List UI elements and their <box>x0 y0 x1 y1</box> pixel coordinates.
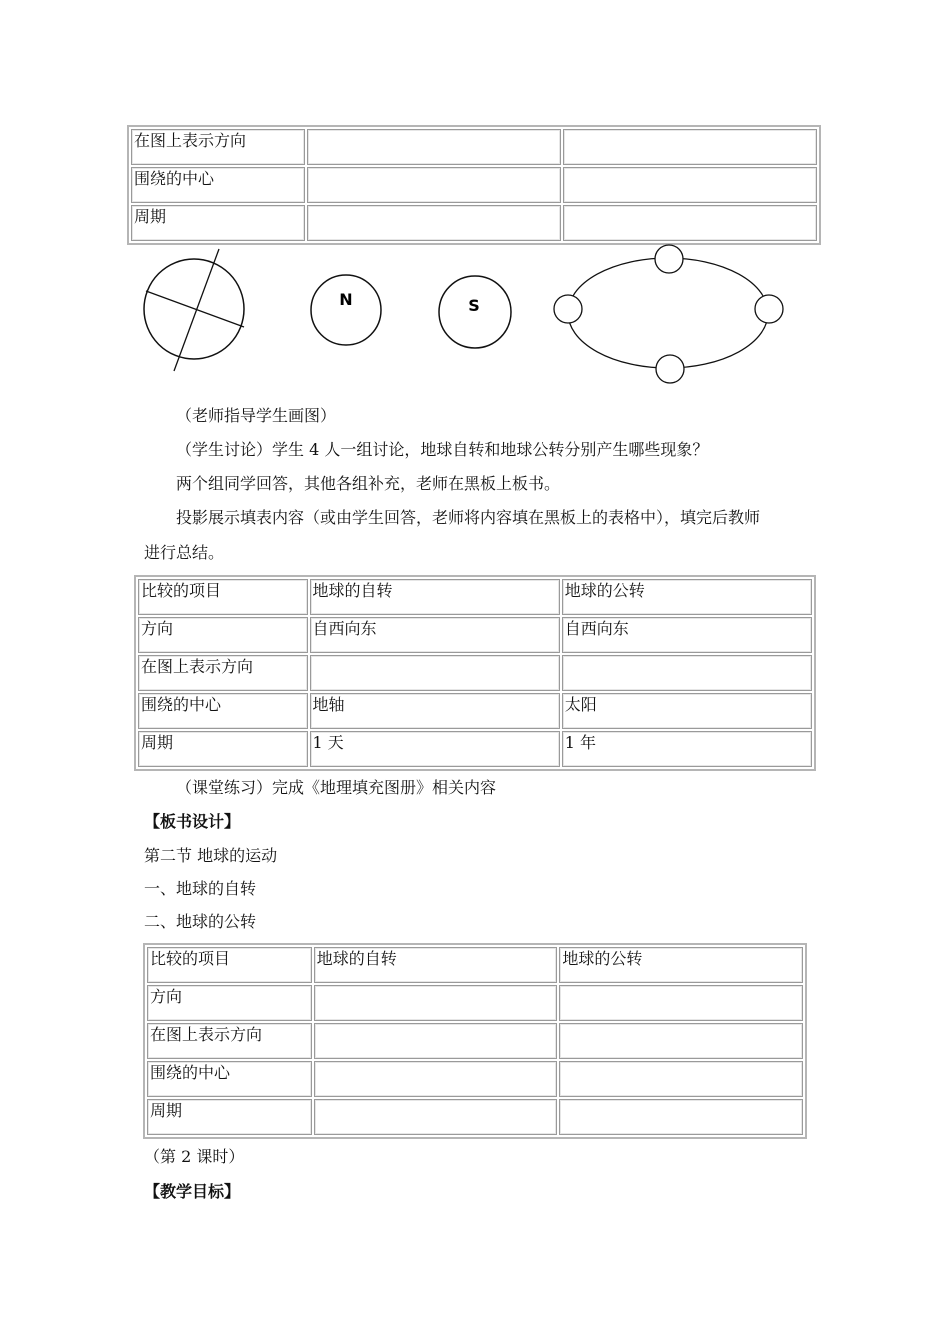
north-pole-diagram <box>311 275 381 345</box>
table-row <box>138 617 812 653</box>
table-cell: 地球的自转 <box>310 579 560 615</box>
table-cell: 在图上表示方向 <box>147 1023 312 1059</box>
table-cell <box>559 1099 803 1135</box>
table-cell: 太阳 <box>562 693 812 729</box>
table-cell: 在图上表示方向 <box>131 129 305 165</box>
table-cell: 周期 <box>131 205 305 241</box>
paragraph: 投影展示填表内容（或由学生回答，老师将内容填在黑板上的表格中），填完后教师 <box>176 508 761 527</box>
table-2 <box>134 575 816 771</box>
table-cell <box>559 1061 803 1097</box>
table-cell: 在图上表示方向 <box>138 655 308 691</box>
table-row <box>138 731 812 767</box>
section-heading: 【教学目标】 <box>144 1182 241 1201</box>
table-cell: 地球的公转 <box>559 947 803 983</box>
table-row <box>147 1099 803 1135</box>
table-row <box>138 693 812 729</box>
orbit-position-bottom <box>656 355 684 383</box>
table-cell <box>314 1023 558 1059</box>
north-label: N <box>339 290 353 309</box>
south-label: S <box>468 296 480 315</box>
table-cell: 地球的公转 <box>562 579 812 615</box>
south-pole-diagram <box>439 276 511 348</box>
table-cell <box>559 985 803 1021</box>
paragraph: （课堂练习）完成《地理填充图册》相关内容 <box>176 778 497 797</box>
table-cell <box>314 1099 558 1135</box>
table-cell: 比较的项目 <box>147 947 312 983</box>
table-cell: 围绕的中心 <box>131 167 305 203</box>
orbit-position-top <box>655 245 683 273</box>
table-cell: 自西向东 <box>562 617 812 653</box>
orbit-position-left <box>554 295 582 323</box>
table-cell: 1 天 <box>310 731 560 767</box>
table-cell <box>314 985 558 1021</box>
list-item: 二、地球的公转 <box>144 912 257 931</box>
earth-axis-diagram <box>144 249 244 371</box>
table-cell <box>562 655 812 691</box>
table-cell: 1 年 <box>562 731 812 767</box>
paragraph: 进行总结。 <box>144 543 225 562</box>
table-row <box>147 1061 803 1097</box>
table-cell: 周期 <box>138 731 308 767</box>
section-heading: 【板书设计】 <box>144 812 241 831</box>
table-3 <box>143 943 807 1139</box>
table-row <box>147 947 803 983</box>
paragraph: 两个组同学回答，其他各组补充，老师在黑板上板书。 <box>176 474 561 493</box>
table-cell <box>310 655 560 691</box>
paragraph: （学生讨论）学生 4 人一组讨论，地球自转和地球公转分别产生哪些现象？ <box>176 440 709 459</box>
table-cell: 围绕的中心 <box>138 693 308 729</box>
table-cell: 周期 <box>147 1099 312 1135</box>
paragraph: （老师指导学生画图） <box>176 406 337 425</box>
orbit-diagram <box>554 245 783 383</box>
table-cell <box>314 1061 558 1097</box>
table-cell: 方向 <box>147 985 312 1021</box>
lesson-title: 第二节 地球的运动 <box>144 846 278 865</box>
table-cell: 地轴 <box>310 693 560 729</box>
table-cell: 地球的自转 <box>314 947 558 983</box>
table-row <box>138 655 812 691</box>
table-row <box>147 985 803 1021</box>
list-item: 一、地球的自转 <box>144 879 257 898</box>
table-cell: 自西向东 <box>310 617 560 653</box>
table-row <box>138 579 812 615</box>
table-cell: 比较的项目 <box>138 579 308 615</box>
table-cell <box>559 1023 803 1059</box>
table-cell: 方向 <box>138 617 308 653</box>
table-cell: 围绕的中心 <box>147 1061 312 1097</box>
table-row <box>147 1023 803 1059</box>
lesson-period: （第 2 课时） <box>144 1147 245 1166</box>
earth-motion-diagrams <box>0 0 950 400</box>
orbit-position-right <box>755 295 783 323</box>
